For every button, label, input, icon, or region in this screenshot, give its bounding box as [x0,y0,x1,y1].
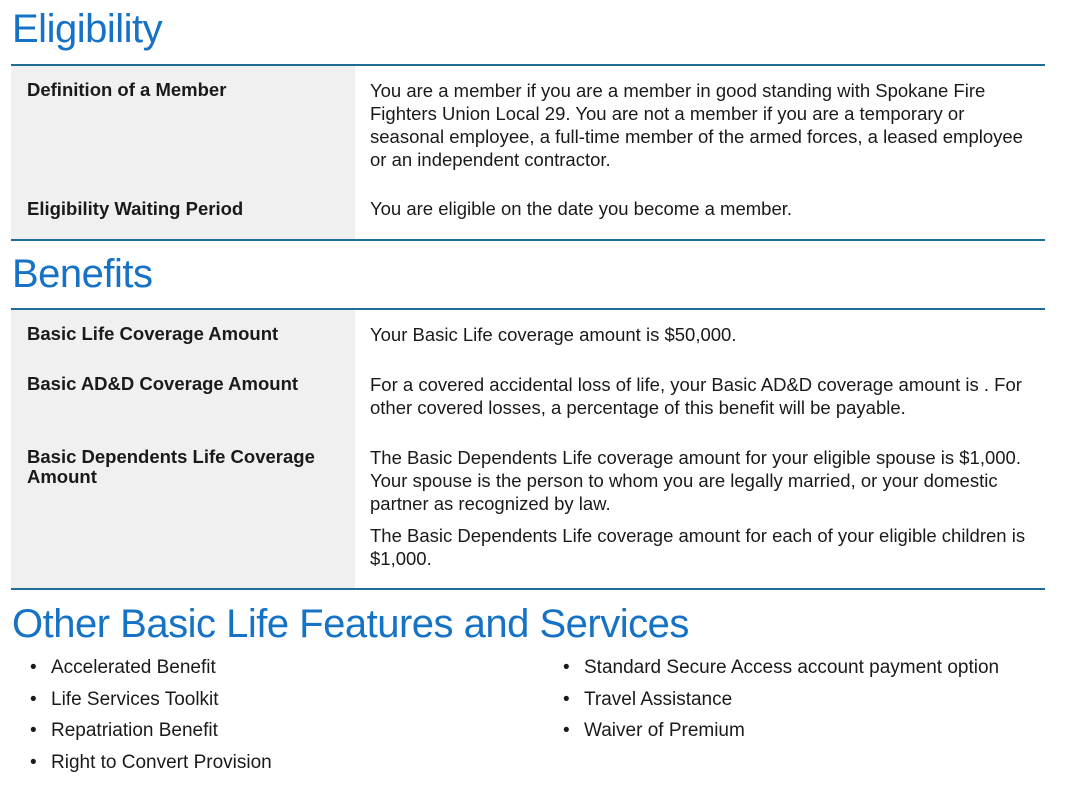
row-label: Basic AD&D Coverage Amount [27,373,299,394]
benefits-heading: Benefits [12,252,153,296]
list-item: • Accelerated Benefit [30,652,563,684]
eligibility-heading: Eligibility [12,7,163,51]
eligibility-label-column [11,66,355,239]
list-item: • Travel Assistance [563,684,999,716]
features-heading: Other Basic Life Features and Services [12,602,689,646]
features-right-column [563,652,999,778]
eligibility-value-column [355,66,1045,239]
list-item: • Right to Convert Provision [30,747,563,779]
list-item: • Standard Secure Access account payment option [563,652,999,684]
row-value: Your Basic Life coverage amount is $50,000. [370,324,737,345]
benefits-table [11,310,1045,588]
list-item: • Repatriation Benefit [30,715,563,747]
row-label: Basic Dependents Life Coverage Amount [27,446,315,487]
row-label: Basic Life Coverage Amount [27,323,279,344]
row-label: Definition of a Member [27,79,227,100]
eligibility-table [11,66,1045,239]
features-list [0,652,1075,778]
row-value: You are a member if you are a member in good standing with Spokane Fire Fighters Union Local 29. You are not a member if you are a temporary or seasonal employee, a full-time member of the armed forces, a leased employee or an independent contractor. [370,80,1023,170]
row-value: You are eligible on the date you become a member. [370,198,793,219]
row-value: The Basic Dependents Life coverage amount for each of your eligible children is $1,000. [370,525,1026,569]
benefits-value-column [355,310,1045,588]
list-item: • Life Services Toolkit [30,684,563,716]
list-item: • Waiver of Premium [563,715,999,747]
features-left-column [30,652,563,778]
row-value: The Basic Dependents Life coverage amount for your eligible spouse is $1,000. Your spouse is the person to whom you are legally married, or your domestic partner as recognized by law. [370,447,1021,514]
row-value: For a covered accidental loss of life, your Basic AD&D coverage amount is . For other covered losses, a percentage of this benefit will be payable. [370,374,1022,418]
row-label: Eligibility Waiting Period [27,198,244,219]
benefits-label-column [11,310,355,588]
